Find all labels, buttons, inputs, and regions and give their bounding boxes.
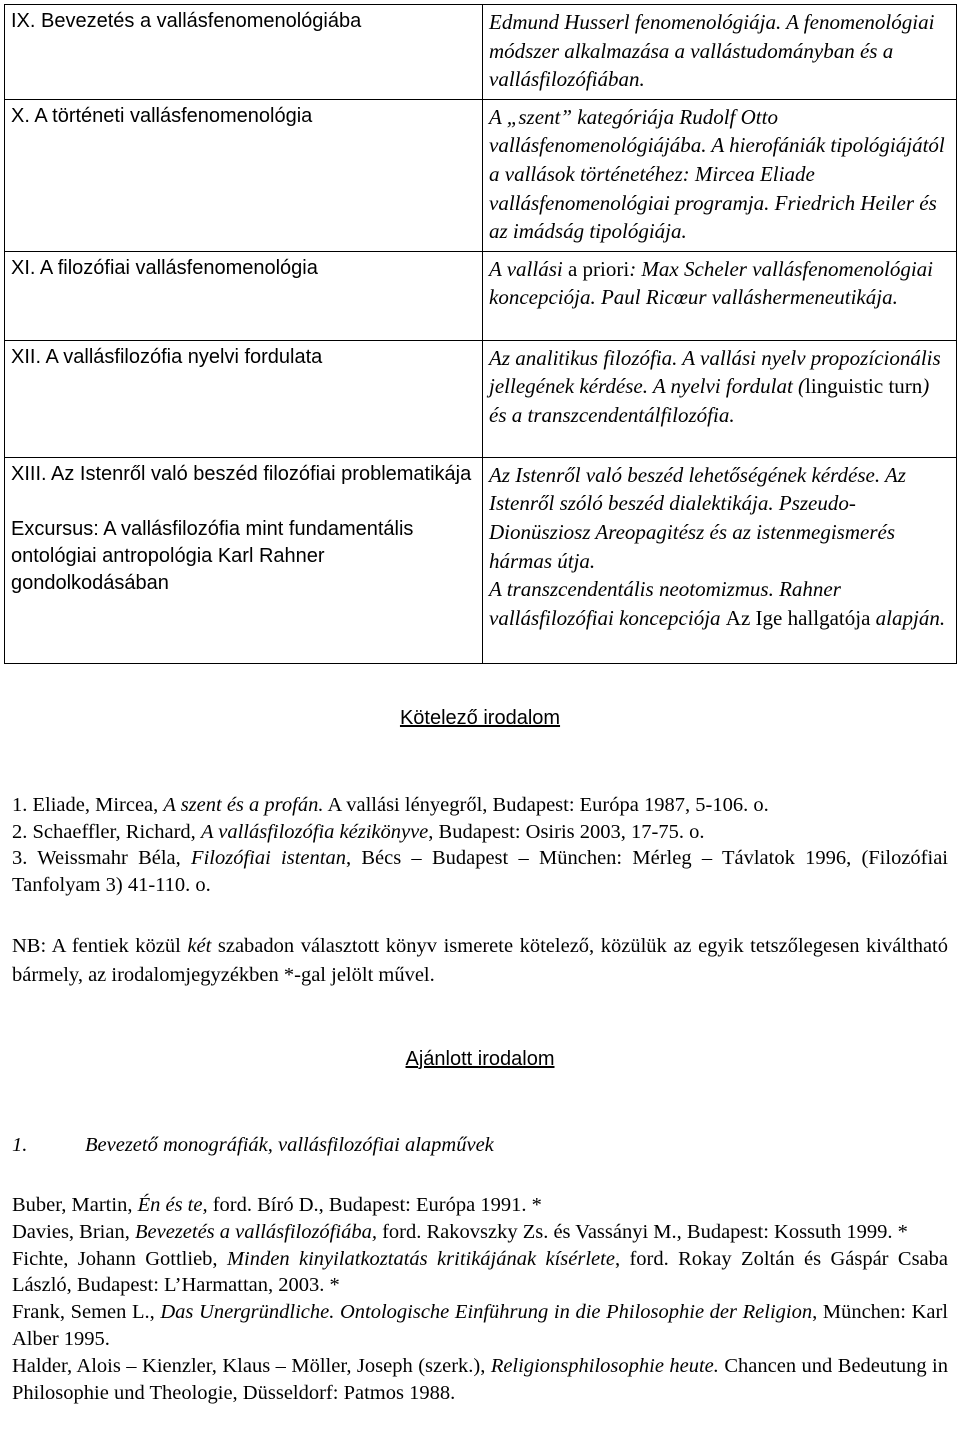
topic-cell [5, 5, 483, 100]
text-run: Edmund Husserl fenomenológiája. A fenomenológiai módszer alkalmazása a vallástudományban és a vallásfilozófiában. [489, 10, 935, 92]
recommended-literature-list [12, 1192, 948, 1406]
text-run: Buber, Martin, [12, 1194, 138, 1216]
topic-title: XII. A vallásfilozófia nyelvi fordulata [11, 345, 323, 368]
text-run: A transzcendentális neotomizmus. Rahner vallásfilozófiai koncepciója [489, 577, 841, 630]
text-run: két [187, 935, 212, 957]
heading-text: Ajánlott irodalom [405, 1048, 555, 1070]
topic-title: XI. A filozófiai vallásfenomenológia [11, 256, 318, 279]
content-cell [483, 457, 957, 663]
topic-description [489, 105, 945, 243]
text-run: 3. Weissmahr Béla, [12, 847, 192, 869]
excursus-description [489, 575, 950, 632]
nb-note [12, 932, 948, 990]
text-run: Fichte, Johann Gottlieb, [12, 1247, 227, 1270]
recommended-literature-heading [0, 1048, 960, 1071]
text-run: Das Unergründliche. Ontologische Einführung in die Philosophie der Religion [160, 1301, 813, 1324]
text-run: szabadon választott könyv ismerete kötelező, közülük az egyik tetszőlegesen kiváltható bármely, az irodalomjegyzékben *-gal jelölt művel. [12, 935, 948, 986]
text-run: linguistic turn [805, 374, 923, 399]
text-run: Én és te, [137, 1194, 208, 1216]
topic-description [489, 257, 933, 310]
text-run: , München: Karl Alber 1995. [12, 1301, 949, 1350]
topic-cell [5, 99, 483, 251]
syllabus-table [4, 4, 957, 664]
required-literature-heading [0, 707, 960, 730]
topic-cell [5, 251, 483, 340]
text-run: : Max Scheler vallásfenomenológiai koncepciója. Paul Ricœur valláshermeneutikája. [489, 256, 934, 310]
content-cell [483, 5, 957, 100]
text-run: Religionsphilosophie heute. [490, 1354, 719, 1377]
text-run: A szent és a profán. [163, 794, 324, 816]
text-run: alapján. [870, 605, 946, 630]
text-run: A vallási lényegről, Budapest: Európa 1987, 5-106. o. [323, 794, 769, 816]
table-row [5, 251, 957, 340]
reference-item [12, 819, 948, 846]
reference-item [12, 845, 948, 898]
required-literature-list [12, 792, 948, 898]
reference-item [12, 1219, 948, 1246]
topic-description [489, 10, 934, 91]
text-run: , ford. Rokay Zoltán és Gáspár Csaba László, Budapest: L’Harmattan, 2003. * [12, 1247, 948, 1297]
text-run: Minden kinyilatkoztatás kritikájának kísérlete [226, 1247, 615, 1270]
excursus-title: Excursus: A vallásfilozófia mint fundamentális ontológiai antropológia Karl Rahner gondolkodásában [11, 517, 414, 594]
text-run: 1. Eliade, Mircea, [12, 794, 164, 816]
topic-title: XIII. Az Istenről való beszéd filozófiai problematikája [11, 462, 472, 485]
text-run: ford. Bíró D., Budapest: Európa 1991. * [207, 1194, 542, 1216]
text-run: Filozófiai istentan [191, 847, 346, 869]
table-row [5, 340, 957, 457]
topic-description [489, 346, 941, 427]
text-run: ) és a transzcendentálfilozófia. [489, 374, 930, 427]
text-run: Frank, Semen L., [12, 1301, 161, 1324]
section-heading [12, 1134, 494, 1157]
text-run: Davies, Brian, [12, 1220, 135, 1243]
content-cell [483, 251, 957, 340]
section-title: Bevezető monográfiák, vallásfilozófiai alapművek [85, 1134, 494, 1156]
table-row [5, 99, 957, 251]
text-run: , Budapest: Osiris 2003, 17-75. o. [428, 820, 705, 843]
text-run: A vallási [489, 256, 568, 281]
topic-cell [5, 457, 483, 663]
topic-cell [5, 340, 483, 457]
text-run: Bevezetés a vallásfilozófiába, [134, 1220, 377, 1243]
reference-item [12, 1246, 948, 1300]
text-run: A vallásfilozófia kézikönyve [200, 820, 429, 843]
reference-item [12, 1192, 948, 1219]
text-run: ford. Rakovszky Zs. és Vassányi M., Budapest: Kossuth 1999. * [376, 1220, 908, 1243]
topic-title: IX. Bevezetés a vallásfenomenológiába [11, 10, 362, 32]
text-run: Az Istenről való beszéd lehetőségének kérdése. Az Istenről szóló beszéd dialektikája. Pszeudo-Dionüsziosz Areopagitész és az istenmegismerés hármas útja. [489, 462, 906, 573]
section-number: 1. [12, 1134, 28, 1156]
content-cell [483, 99, 957, 251]
text-run: Az Ige hallgatója [725, 605, 871, 630]
reference-item [12, 792, 948, 819]
text-run: Chancen und Bedeutung in Philosophie und Theologie, Düsseldorf: Patmos 1988. [12, 1354, 948, 1404]
topic-description [489, 461, 950, 575]
text-run: a priori [567, 256, 630, 281]
text-run: NB: A fentiek közül [12, 935, 188, 957]
content-cell [483, 340, 957, 457]
reference-item [12, 1353, 948, 1407]
text-run: A „szent” kategóriája Rudolf Otto vallásfenomenológiájába. A hierofániák tipológiájától a vallások történetéhez: Mircea Eliade vallásfenomenológiai programja. Friedrich Heiler és az imádság tipológiája. [489, 104, 945, 244]
reference-item [12, 1299, 948, 1353]
table-row [5, 5, 957, 100]
text-run: , Bécs – Budapest – München: Mérleg – Távlatok 1996, (Filozófiai Tanfolyam 3) 41-110. o. [12, 847, 948, 896]
heading-text: Kötelező irodalom [399, 707, 561, 729]
text-run: Az analitikus filozófia. A vallási nyelv propozícionális jellegének kérdése. A nyelvi fordulat ( [489, 345, 941, 399]
topic-title: X. A történeti vallásfenomenológia [11, 104, 313, 127]
text-run: Halder, Alois – Kienzler, Klaus – Möller, Joseph (szerk.), [12, 1354, 491, 1377]
table-row [5, 457, 957, 663]
text-run: 2. Schaeffler, Richard, [12, 820, 201, 843]
